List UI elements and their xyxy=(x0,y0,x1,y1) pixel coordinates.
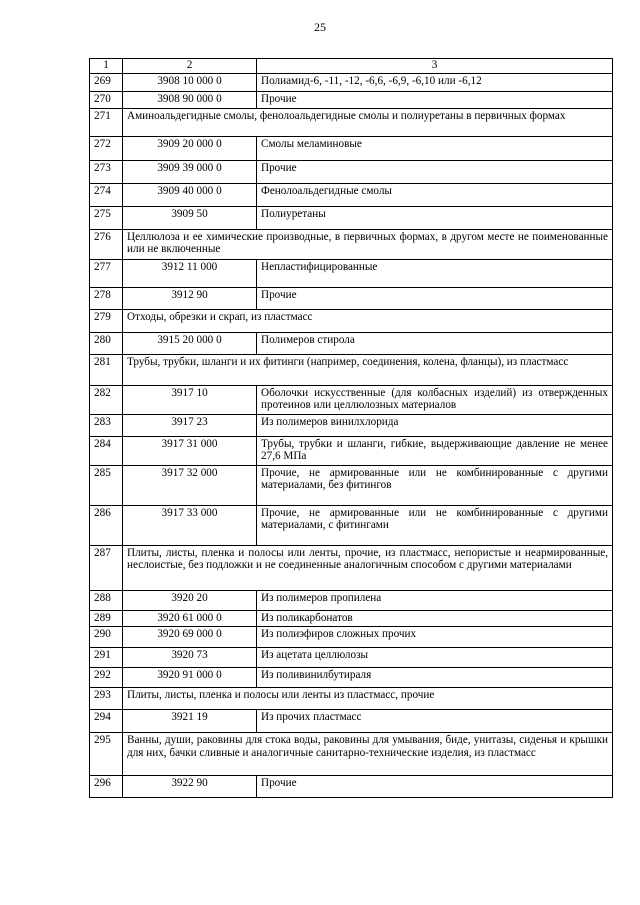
row-number-cell: 286 xyxy=(90,505,123,545)
table-row xyxy=(90,92,613,109)
group-heading-cell: Ванны, души, раковины для стока воды, раковины для умывания, биде, унитазы, сиденья и крышки для них, бачки сливные и аналогичные санитарно-технические изделия, из пластмасс xyxy=(123,733,613,776)
description-cell: Непластифицированные xyxy=(257,259,613,287)
table-row xyxy=(90,668,613,688)
tnved-code-cell: 3908 90 000 0 xyxy=(123,92,257,109)
group-heading-cell: Аминоальдегидные смолы, фенолоальдегидные смолы и полиуретаны в первичных формах xyxy=(123,108,613,136)
table-row xyxy=(90,309,613,332)
description-cell: Полиуретаны xyxy=(257,206,613,229)
table-row xyxy=(90,465,613,505)
row-number-cell: 295 xyxy=(90,733,123,776)
row-number-cell: 271 xyxy=(90,108,123,136)
table-row xyxy=(90,108,613,136)
tnved-code-cell: 3917 23 xyxy=(123,414,257,436)
table-row xyxy=(90,733,613,776)
description-cell: Прочие xyxy=(257,92,613,109)
header-cell-code: 2 xyxy=(123,59,257,74)
tnved-code-cell: 3908 10 000 0 xyxy=(123,74,257,92)
row-number-cell: 281 xyxy=(90,354,123,385)
row-number-cell: 275 xyxy=(90,206,123,229)
row-number-cell: 290 xyxy=(90,627,123,648)
tnved-code-cell: 3920 20 xyxy=(123,590,257,610)
group-heading-cell: Плиты, листы, пленка и полосы или ленты, прочие, из пластмасс, непористые и неармированные, неслоистые, без подложки и не соединенные аналогичным способом с другими материалами xyxy=(123,545,613,590)
tnved-code-cell: 3917 10 xyxy=(123,385,257,414)
tnved-code-cell: 3920 69 000 0 xyxy=(123,627,257,648)
row-number-cell: 270 xyxy=(90,92,123,109)
row-number-cell: 277 xyxy=(90,259,123,287)
description-cell: Полиамид-6, -11, -12, -6,6, -6,9, -6,10 или -6,12 xyxy=(257,74,613,92)
table-header-row xyxy=(90,59,613,74)
tnved-code-cell: 3909 50 xyxy=(123,206,257,229)
description-cell: Из прочих пластмасс xyxy=(257,710,613,733)
row-number-cell: 284 xyxy=(90,436,123,465)
table-row xyxy=(90,590,613,610)
row-number-cell: 278 xyxy=(90,287,123,309)
description-cell: Прочие xyxy=(257,160,613,183)
tnved-code-cell: 3909 39 000 0 xyxy=(123,160,257,183)
row-number-cell: 292 xyxy=(90,668,123,688)
description-cell: Фенолоальдегидные смолы xyxy=(257,183,613,206)
description-cell: Прочие xyxy=(257,776,613,798)
description-cell: Прочие, не армированные или не комбинированные с другими материалами, без фитингов xyxy=(257,465,613,505)
table-body xyxy=(90,59,613,798)
table-row xyxy=(90,710,613,733)
group-heading-cell: Плиты, листы, пленка и полосы или ленты из пластмасс, прочие xyxy=(123,688,613,710)
row-number-cell: 269 xyxy=(90,74,123,92)
table-row xyxy=(90,74,613,92)
table-row xyxy=(90,332,613,354)
table-row xyxy=(90,610,613,627)
tnved-code-cell: 3912 11 000 xyxy=(123,259,257,287)
table-row xyxy=(90,776,613,798)
tnved-code-cell: 3909 20 000 0 xyxy=(123,136,257,160)
row-number-cell: 289 xyxy=(90,610,123,627)
description-cell: Прочие, не армированные или не комбинированные с другими материалами, с фитингами xyxy=(257,505,613,545)
table-row xyxy=(90,160,613,183)
row-number-cell: 283 xyxy=(90,414,123,436)
group-heading-cell: Трубы, трубки, шланги и их фитинги (например, соединения, колена, фланцы), из пластмасс xyxy=(123,354,613,385)
description-cell: Из полимеров пропилена xyxy=(257,590,613,610)
row-number-cell: 296 xyxy=(90,776,123,798)
description-cell: Из ацетата целлюлозы xyxy=(257,648,613,668)
table-row xyxy=(90,259,613,287)
tnved-code-cell: 3912 90 xyxy=(123,287,257,309)
table-row xyxy=(90,505,613,545)
description-cell: Из полиэфиров сложных прочих xyxy=(257,627,613,648)
description-cell: Из поливинилбутираля xyxy=(257,668,613,688)
row-number-cell: 285 xyxy=(90,465,123,505)
table-row xyxy=(90,648,613,668)
row-number-cell: 282 xyxy=(90,385,123,414)
description-cell: Из поликарбонатов xyxy=(257,610,613,627)
row-number-cell: 294 xyxy=(90,710,123,733)
table-row xyxy=(90,354,613,385)
table-row xyxy=(90,385,613,414)
description-cell: Прочие xyxy=(257,287,613,309)
header-cell-description: 3 xyxy=(257,59,613,74)
table-row xyxy=(90,688,613,710)
table-row xyxy=(90,627,613,648)
tnved-code-cell: 3909 40 000 0 xyxy=(123,183,257,206)
table-row xyxy=(90,136,613,160)
table-row xyxy=(90,206,613,229)
tnved-code-cell: 3921 19 xyxy=(123,710,257,733)
tariff-table xyxy=(89,58,613,798)
description-cell: Смолы меламиновые xyxy=(257,136,613,160)
description-cell: Полимеров стирола xyxy=(257,332,613,354)
tnved-code-cell: 3917 31 000 xyxy=(123,436,257,465)
tnved-code-cell: 3920 61 000 0 xyxy=(123,610,257,627)
row-number-cell: 293 xyxy=(90,688,123,710)
header-cell-number: 1 xyxy=(90,59,123,74)
tnved-code-cell: 3917 32 000 xyxy=(123,465,257,505)
table-row xyxy=(90,287,613,309)
row-number-cell: 291 xyxy=(90,648,123,668)
tnved-code-cell: 3922 90 xyxy=(123,776,257,798)
tnved-code-cell: 3920 73 xyxy=(123,648,257,668)
description-cell: Трубы, трубки и шланги, гибкие, выдерживающие давление не менее 27,6 МПа xyxy=(257,436,613,465)
group-heading-cell: Целлюлоза и ее химические производные, в первичных формах, в другом месте не поименованные или не включенные xyxy=(123,229,613,259)
row-number-cell: 273 xyxy=(90,160,123,183)
row-number-cell: 274 xyxy=(90,183,123,206)
tnved-code-cell: 3917 33 000 xyxy=(123,505,257,545)
table-row xyxy=(90,545,613,590)
group-heading-cell: Отходы, обрезки и скрап, из пластмасс xyxy=(123,309,613,332)
table-row xyxy=(90,436,613,465)
description-cell: Из полимеров винилхлорида xyxy=(257,414,613,436)
row-number-cell: 279 xyxy=(90,309,123,332)
description-cell: Оболочки искусственные (для колбасных изделий) из отвержденных протеинов или целлюлозных материалов xyxy=(257,385,613,414)
page-number: 25 xyxy=(314,20,326,34)
table-row xyxy=(90,229,613,259)
row-number-cell: 287 xyxy=(90,545,123,590)
row-number-cell: 272 xyxy=(90,136,123,160)
table-row xyxy=(90,183,613,206)
table-row xyxy=(90,414,613,436)
row-number-cell: 276 xyxy=(90,229,123,259)
row-number-cell: 280 xyxy=(90,332,123,354)
tnved-code-cell: 3920 91 000 0 xyxy=(123,668,257,688)
row-number-cell: 288 xyxy=(90,590,123,610)
tnved-code-cell: 3915 20 000 0 xyxy=(123,332,257,354)
